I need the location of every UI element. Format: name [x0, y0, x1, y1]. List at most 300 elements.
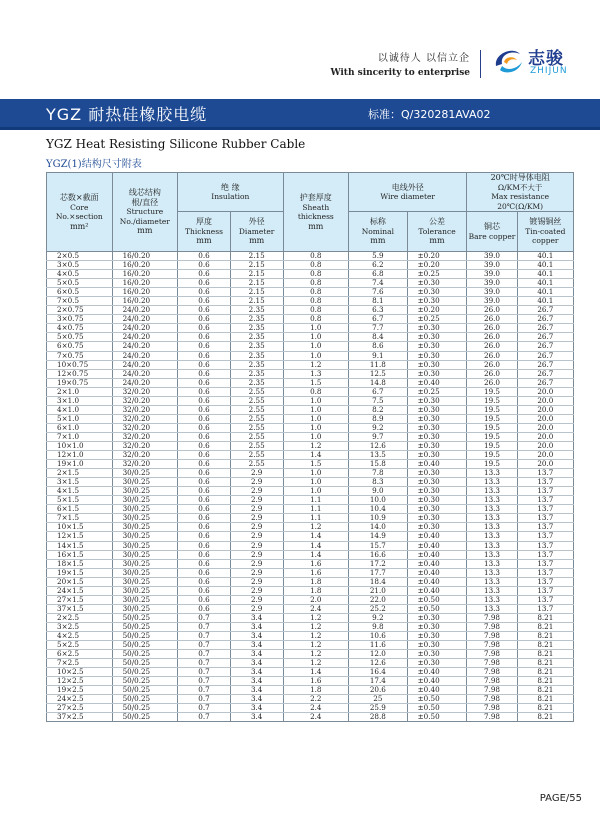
cell-thickness: 0.6: [178, 496, 231, 505]
cell-outer-diameter: 3.4: [230, 613, 283, 622]
cell-core: 12×0.75: [47, 369, 113, 378]
cell-nominal: 11.8: [349, 360, 408, 369]
cell-thickness: 0.6: [178, 333, 231, 342]
cell-outer-diameter: 2.9: [230, 550, 283, 559]
cell-bare-copper: 19.5: [467, 460, 517, 469]
cell-tin-copper: 8.21: [517, 613, 573, 622]
cell-outer-diameter: 2.9: [230, 559, 283, 568]
cell-tolerance: ±0.40: [407, 559, 467, 568]
cell-core: 7×0.75: [47, 351, 113, 360]
cell-bare-copper: 13.3: [467, 604, 517, 613]
table-row: [47, 387, 574, 396]
cell-thickness: 0.6: [178, 405, 231, 414]
cell-outer-diameter: 2.9: [230, 586, 283, 595]
cell-tin-copper: 26.7: [517, 315, 573, 324]
cell-core: 37×1.5: [47, 604, 113, 613]
cell-thickness: 0.7: [178, 686, 231, 695]
cell-thickness: 0.6: [178, 532, 231, 541]
cell-thickness: 0.6: [178, 396, 231, 405]
cell-nominal: 10.0: [349, 496, 408, 505]
table-row: [47, 650, 574, 659]
cell-thickness: 0.6: [178, 595, 231, 604]
cell-tolerance: ±0.30: [407, 342, 467, 351]
cell-tin-copper: 26.7: [517, 324, 573, 333]
cell-core: 3×2.5: [47, 622, 113, 631]
cell-structure: 30/0.25: [112, 550, 178, 559]
cell-sheath: 0.8: [283, 297, 349, 306]
cell-tin-copper: 13.7: [517, 523, 573, 532]
cell-tin-copper: 13.7: [517, 505, 573, 514]
cell-tin-copper: 13.7: [517, 487, 573, 496]
cell-bare-copper: 19.5: [467, 451, 517, 460]
cell-thickness: 0.6: [178, 441, 231, 450]
table-row: [47, 704, 574, 713]
cell-structure: 16/0.20: [112, 279, 178, 288]
cell-tolerance: ±0.40: [407, 541, 467, 550]
cell-sheath: 0.8: [283, 270, 349, 279]
cell-tin-copper: 20.0: [517, 460, 573, 469]
cell-outer-diameter: 3.4: [230, 641, 283, 650]
cell-outer-diameter: 3.4: [230, 677, 283, 686]
cell-core: 2×1.0: [47, 387, 113, 396]
cell-tin-copper: 13.7: [517, 577, 573, 586]
company-slogan: [330, 52, 470, 80]
cell-outer-diameter: 2.35: [230, 324, 283, 333]
cell-tolerance: ±0.30: [407, 659, 467, 668]
cell-nominal: 6.2: [349, 261, 408, 270]
cell-tolerance: ±0.40: [407, 577, 467, 586]
header-sheath: 护套厚度 Sheath thickness mm: [283, 173, 349, 252]
cell-core: 4×0.75: [47, 324, 113, 333]
cell-structure: 30/0.25: [112, 595, 178, 604]
cell-nominal: 14.8: [349, 378, 408, 387]
header-insulation: 绝 缘 Insulation: [178, 173, 283, 212]
cell-thickness: 0.6: [178, 568, 231, 577]
header-nominal: 标称 Nominal mm: [349, 212, 408, 252]
cell-outer-diameter: 3.4: [230, 713, 283, 722]
cell-tolerance: ±0.50: [407, 595, 467, 604]
cell-core: 12×1.0: [47, 451, 113, 460]
cell-tin-copper: 13.7: [517, 532, 573, 541]
header-resistance: 20℃时导体电阻 Ω/KM不大于 Max resistance 20℃(Ω/KM): [467, 173, 574, 212]
cell-tolerance: ±0.30: [407, 514, 467, 523]
cell-core: 16×1.5: [47, 550, 113, 559]
cell-core: 12×1.5: [47, 532, 113, 541]
cell-nominal: 9.1: [349, 351, 408, 360]
cell-tolerance: ±0.30: [407, 650, 467, 659]
cell-tolerance: ±0.30: [407, 441, 467, 450]
table-row: [47, 677, 574, 686]
cell-nominal: 11.6: [349, 641, 408, 650]
cell-tin-copper: 26.7: [517, 378, 573, 387]
cell-core: 10×2.5: [47, 668, 113, 677]
company-logo: [490, 42, 590, 82]
cell-structure: 50/0.25: [112, 695, 178, 704]
cell-thickness: 0.6: [178, 451, 231, 460]
table-row: [47, 414, 574, 423]
cell-bare-copper: 19.5: [467, 387, 517, 396]
cell-sheath: 1.0: [283, 423, 349, 432]
cell-bare-copper: 7.98: [467, 668, 517, 677]
cell-nominal: 8.6: [349, 342, 408, 351]
cell-bare-copper: 26.0: [467, 342, 517, 351]
cell-sheath: 1.2: [283, 523, 349, 532]
cell-tolerance: ±0.25: [407, 315, 467, 324]
table-row: [47, 505, 574, 514]
cell-sheath: 1.8: [283, 577, 349, 586]
cell-core: 2×1.5: [47, 469, 113, 478]
cell-tolerance: ±0.30: [407, 351, 467, 360]
cell-structure: 30/0.25: [112, 514, 178, 523]
cell-nominal: 8.9: [349, 414, 408, 423]
cell-nominal: 14.9: [349, 532, 408, 541]
table-row: [47, 577, 574, 586]
table-row: [47, 288, 574, 297]
cell-tin-copper: 13.7: [517, 514, 573, 523]
cell-bare-copper: 39.0: [467, 270, 517, 279]
cell-tin-copper: 13.7: [517, 604, 573, 613]
table-row: [47, 441, 574, 450]
cell-nominal: 25.9: [349, 704, 408, 713]
cell-outer-diameter: 2.35: [230, 378, 283, 387]
cell-bare-copper: 19.5: [467, 414, 517, 423]
cell-outer-diameter: 3.4: [230, 650, 283, 659]
cell-sheath: 1.6: [283, 568, 349, 577]
cell-tolerance: ±0.30: [407, 523, 467, 532]
cell-core: 10×1.0: [47, 441, 113, 450]
cell-outer-diameter: 2.35: [230, 360, 283, 369]
cell-thickness: 0.6: [178, 324, 231, 333]
cell-structure: 30/0.25: [112, 487, 178, 496]
cell-tin-copper: 13.7: [517, 478, 573, 487]
cell-nominal: 6.3: [349, 306, 408, 315]
cell-tolerance: ±0.30: [407, 451, 467, 460]
cell-nominal: 21.0: [349, 586, 408, 595]
cell-tin-copper: 40.1: [517, 270, 573, 279]
cell-tolerance: ±0.30: [407, 613, 467, 622]
cell-tin-copper: 8.21: [517, 641, 573, 650]
cell-structure: 30/0.25: [112, 586, 178, 595]
cell-structure: 16/0.20: [112, 261, 178, 270]
cell-bare-copper: 7.98: [467, 686, 517, 695]
cell-core: 4×2.5: [47, 631, 113, 640]
cell-nominal: 28.8: [349, 713, 408, 722]
header-divider: [480, 50, 481, 78]
cell-bare-copper: 26.0: [467, 306, 517, 315]
cell-tin-copper: 8.21: [517, 695, 573, 704]
cell-sheath: 1.1: [283, 514, 349, 523]
cell-thickness: 0.6: [178, 559, 231, 568]
cell-outer-diameter: 2.9: [230, 469, 283, 478]
cell-tolerance: ±0.50: [407, 713, 467, 722]
cell-tolerance: ±0.50: [407, 704, 467, 713]
cell-sheath: 2.4: [283, 713, 349, 722]
cell-nominal: 17.7: [349, 568, 408, 577]
cell-structure: 50/0.25: [112, 613, 178, 622]
cell-core: 37×2.5: [47, 713, 113, 722]
cell-thickness: 0.6: [178, 550, 231, 559]
cell-thickness: 0.6: [178, 478, 231, 487]
cell-bare-copper: 19.5: [467, 423, 517, 432]
cell-tolerance: ±0.40: [407, 677, 467, 686]
table-row: [47, 351, 574, 360]
cell-sheath: 1.4: [283, 668, 349, 677]
cell-bare-copper: 13.3: [467, 577, 517, 586]
cell-nominal: 10.4: [349, 505, 408, 514]
cell-outer-diameter: 2.15: [230, 279, 283, 288]
cell-sheath: 1.1: [283, 505, 349, 514]
cell-core: 3×0.75: [47, 315, 113, 324]
cell-tolerance: ±0.30: [407, 279, 467, 288]
cell-structure: 16/0.20: [112, 270, 178, 279]
cell-outer-diameter: 2.9: [230, 505, 283, 514]
cell-structure: 50/0.25: [112, 659, 178, 668]
cell-core: 19×2.5: [47, 686, 113, 695]
cell-thickness: 0.7: [178, 695, 231, 704]
cell-tin-copper: 20.0: [517, 441, 573, 450]
cell-tin-copper: 40.1: [517, 261, 573, 270]
cell-outer-diameter: 2.35: [230, 315, 283, 324]
cell-nominal: 12.6: [349, 441, 408, 450]
cell-tin-copper: 26.7: [517, 306, 573, 315]
table-row: [47, 568, 574, 577]
table-row: [47, 532, 574, 541]
cell-structure: 50/0.25: [112, 704, 178, 713]
table-row: [47, 686, 574, 695]
table-row: [47, 641, 574, 650]
cell-tolerance: ±0.30: [407, 288, 467, 297]
cell-nominal: 5.9: [349, 252, 408, 261]
cell-bare-copper: 7.98: [467, 622, 517, 631]
cell-sheath: 1.2: [283, 650, 349, 659]
cell-thickness: 0.7: [178, 641, 231, 650]
cell-core: 6×0.75: [47, 342, 113, 351]
cell-sheath: 1.0: [283, 478, 349, 487]
cell-tolerance: ±0.30: [407, 505, 467, 514]
cell-outer-diameter: 2.9: [230, 487, 283, 496]
cell-outer-diameter: 2.55: [230, 414, 283, 423]
cell-tin-copper: 40.1: [517, 252, 573, 261]
cell-bare-copper: 7.98: [467, 704, 517, 713]
table-row: [47, 252, 574, 261]
cell-tolerance: ±0.25: [407, 270, 467, 279]
cell-outer-diameter: 2.15: [230, 297, 283, 306]
cell-sheath: 1.2: [283, 613, 349, 622]
table-row: [47, 423, 574, 432]
cell-thickness: 0.6: [178, 288, 231, 297]
cell-sheath: 1.1: [283, 496, 349, 505]
cell-thickness: 0.6: [178, 541, 231, 550]
cell-tolerance: ±0.40: [407, 532, 467, 541]
cell-outer-diameter: 2.55: [230, 451, 283, 460]
cell-core: 27×1.5: [47, 595, 113, 604]
cell-tolerance: ±0.30: [407, 297, 467, 306]
cell-thickness: 0.6: [178, 315, 231, 324]
cell-tin-copper: 13.7: [517, 568, 573, 577]
cell-nominal: 9.0: [349, 487, 408, 496]
cell-core: 6×2.5: [47, 650, 113, 659]
cell-bare-copper: 7.98: [467, 677, 517, 686]
cell-nominal: 9.8: [349, 622, 408, 631]
cell-bare-copper: 19.5: [467, 405, 517, 414]
cell-tolerance: ±0.30: [407, 414, 467, 423]
cell-thickness: 0.6: [178, 261, 231, 270]
cell-thickness: 0.7: [178, 704, 231, 713]
product-title: YGZ 耐热硅橡胶电缆: [46, 105, 208, 124]
cell-core: 4×1.5: [47, 487, 113, 496]
cell-core: 12×2.5: [47, 677, 113, 686]
cell-structure: 50/0.25: [112, 686, 178, 695]
cell-sheath: 1.8: [283, 686, 349, 695]
cell-thickness: 0.6: [178, 252, 231, 261]
cell-bare-copper: 7.98: [467, 613, 517, 622]
cell-tolerance: ±0.30: [407, 423, 467, 432]
cell-sheath: 1.4: [283, 550, 349, 559]
table-row: [47, 595, 574, 604]
cell-nominal: 6.8: [349, 270, 408, 279]
cell-thickness: 0.7: [178, 650, 231, 659]
cell-structure: 30/0.25: [112, 568, 178, 577]
cell-thickness: 0.7: [178, 668, 231, 677]
cell-tin-copper: 20.0: [517, 432, 573, 441]
cell-nominal: 12.5: [349, 369, 408, 378]
cell-sheath: 1.8: [283, 586, 349, 595]
cell-sheath: 1.0: [283, 469, 349, 478]
cell-outer-diameter: 2.9: [230, 514, 283, 523]
table-row: [47, 622, 574, 631]
cell-structure: 24/0.20: [112, 378, 178, 387]
cell-structure: 24/0.20: [112, 324, 178, 333]
cell-tin-copper: 20.0: [517, 405, 573, 414]
cell-tolerance: ±0.40: [407, 668, 467, 677]
cell-bare-copper: 7.98: [467, 650, 517, 659]
cell-tolerance: ±0.40: [407, 686, 467, 695]
cell-tolerance: ±0.30: [407, 641, 467, 650]
cell-outer-diameter: 3.4: [230, 631, 283, 640]
cell-structure: 32/0.20: [112, 451, 178, 460]
cell-tolerance: ±0.30: [407, 360, 467, 369]
cell-thickness: 0.6: [178, 586, 231, 595]
table-row: [47, 432, 574, 441]
cell-bare-copper: 7.98: [467, 659, 517, 668]
cell-bare-copper: 39.0: [467, 261, 517, 270]
cell-outer-diameter: 3.4: [230, 668, 283, 677]
cell-bare-copper: 26.0: [467, 351, 517, 360]
cell-outer-diameter: 3.4: [230, 622, 283, 631]
cell-tin-copper: 40.1: [517, 297, 573, 306]
cell-bare-copper: 39.0: [467, 288, 517, 297]
cell-bare-copper: 39.0: [467, 279, 517, 288]
cell-tolerance: ±0.30: [407, 405, 467, 414]
cell-tin-copper: 8.21: [517, 631, 573, 640]
cell-bare-copper: 13.3: [467, 523, 517, 532]
cell-tin-copper: 40.1: [517, 279, 573, 288]
cell-sheath: 1.0: [283, 396, 349, 405]
cell-bare-copper: 13.3: [467, 532, 517, 541]
cell-outer-diameter: 2.9: [230, 604, 283, 613]
cell-bare-copper: 26.0: [467, 378, 517, 387]
cell-nominal: 6.7: [349, 315, 408, 324]
cell-core: 2×2.5: [47, 613, 113, 622]
cell-structure: 32/0.20: [112, 405, 178, 414]
cell-outer-diameter: 2.9: [230, 523, 283, 532]
header-wire-diameter: 电线外径 Wire diameter: [349, 173, 467, 212]
cell-sheath: 1.2: [283, 659, 349, 668]
table-subtitle: YGZ(1)结构尺寸附表: [46, 159, 142, 170]
cell-sheath: 0.8: [283, 315, 349, 324]
cell-tin-copper: 26.7: [517, 369, 573, 378]
header-thickness: 厚度 Thickness mm: [178, 212, 231, 252]
cell-bare-copper: 26.0: [467, 315, 517, 324]
cell-outer-diameter: 2.9: [230, 532, 283, 541]
cell-core: 24×2.5: [47, 695, 113, 704]
cell-bare-copper: 13.3: [467, 559, 517, 568]
cell-outer-diameter: 2.15: [230, 288, 283, 297]
table-row: [47, 586, 574, 595]
cell-nominal: 8.4: [349, 333, 408, 342]
cell-tin-copper: 8.21: [517, 659, 573, 668]
cell-tin-copper: 8.21: [517, 713, 573, 722]
cell-structure: 30/0.25: [112, 496, 178, 505]
cell-nominal: 15.7: [349, 541, 408, 550]
cell-bare-copper: 26.0: [467, 333, 517, 342]
cell-core: 6×1.0: [47, 423, 113, 432]
cell-tolerance: ±0.30: [407, 622, 467, 631]
cell-thickness: 0.7: [178, 677, 231, 686]
cell-tin-copper: 13.7: [517, 541, 573, 550]
cell-structure: 32/0.20: [112, 414, 178, 423]
page-header: [0, 0, 600, 95]
cell-nominal: 16.4: [349, 668, 408, 677]
cell-core: 3×1.0: [47, 396, 113, 405]
cell-structure: 32/0.20: [112, 423, 178, 432]
cell-tin-copper: 8.21: [517, 704, 573, 713]
spec-table-body: [47, 252, 574, 722]
cell-thickness: 0.6: [178, 460, 231, 469]
cell-core: 5×1.0: [47, 414, 113, 423]
cell-outer-diameter: 2.9: [230, 478, 283, 487]
cell-tin-copper: 8.21: [517, 686, 573, 695]
cell-sheath: 1.2: [283, 360, 349, 369]
cell-structure: 16/0.20: [112, 288, 178, 297]
cell-nominal: 7.6: [349, 288, 408, 297]
cell-structure: 50/0.25: [112, 650, 178, 659]
table-row: [47, 342, 574, 351]
cell-structure: 30/0.25: [112, 478, 178, 487]
cell-thickness: 0.6: [178, 387, 231, 396]
table-row: [47, 550, 574, 559]
table-row: [47, 487, 574, 496]
cell-structure: 30/0.25: [112, 523, 178, 532]
cell-outer-diameter: 2.15: [230, 270, 283, 279]
cell-sheath: 0.8: [283, 288, 349, 297]
cell-sheath: 1.4: [283, 451, 349, 460]
cell-structure: 24/0.20: [112, 342, 178, 351]
cell-outer-diameter: 2.55: [230, 441, 283, 450]
cell-thickness: 0.7: [178, 659, 231, 668]
cell-bare-copper: 13.3: [467, 505, 517, 514]
cell-bare-copper: 7.98: [467, 641, 517, 650]
cell-structure: 30/0.25: [112, 505, 178, 514]
table-row: [47, 369, 574, 378]
cell-outer-diameter: 2.9: [230, 595, 283, 604]
cell-core: 6×1.5: [47, 505, 113, 514]
header-tin-copper: 镀锡铜丝 Tin-coated copper: [517, 212, 573, 252]
cell-outer-diameter: 2.15: [230, 252, 283, 261]
cell-bare-copper: 19.5: [467, 441, 517, 450]
cell-outer-diameter: 3.4: [230, 659, 283, 668]
cell-core: 7×2.5: [47, 659, 113, 668]
